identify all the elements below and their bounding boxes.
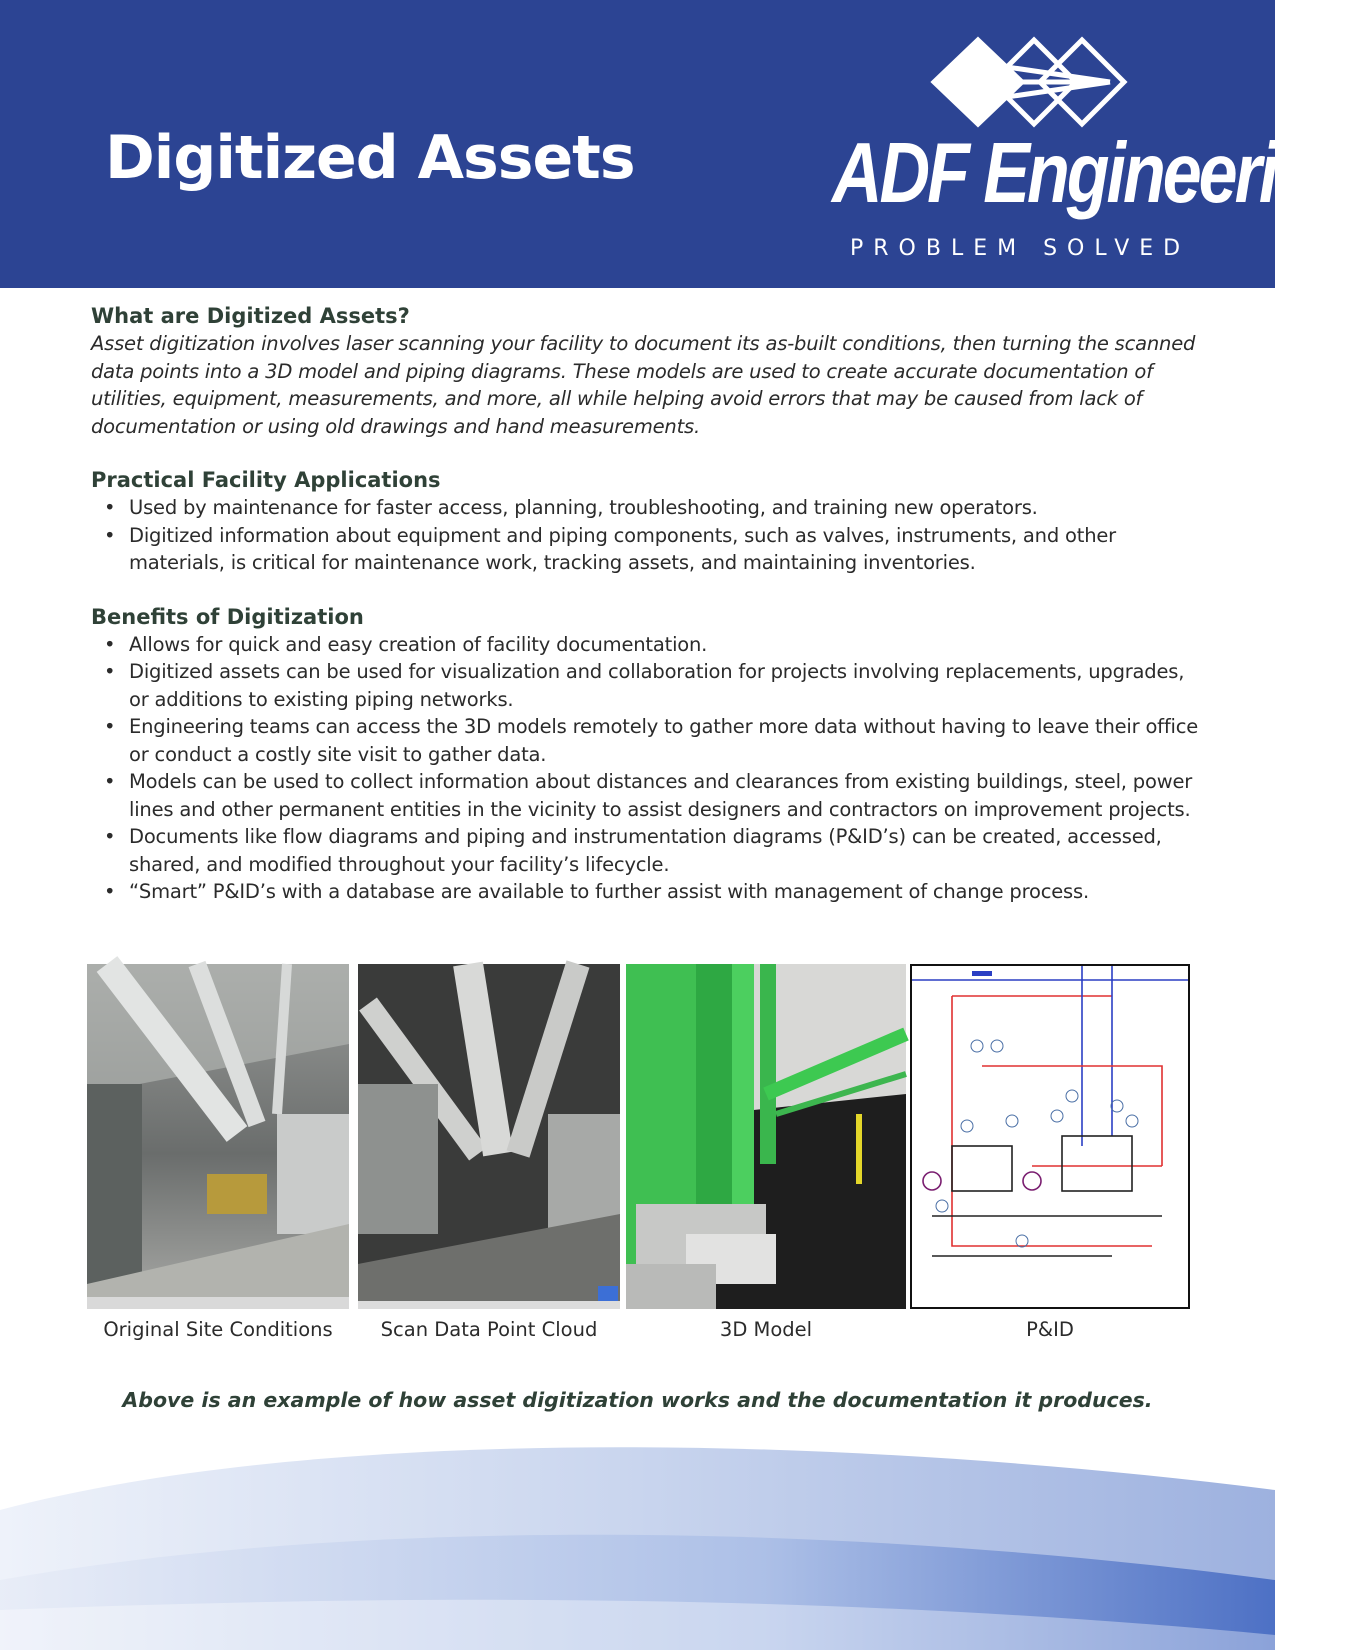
list-item: • Allows for quick and easy creation of facility documentation. xyxy=(129,631,1201,659)
3d-model-render xyxy=(626,964,906,1309)
list-item: • Models can be used to collect information about distances and clearances from existing buildings, steel, power lines and other permanent entities in the vicinity to assist designers and contractors on improvement projects. xyxy=(129,768,1201,823)
caption-site-conditions: Original Site Conditions xyxy=(103,1318,333,1341)
benefits-heading: Benefits of Digitization xyxy=(91,604,364,629)
image-row xyxy=(0,964,1275,1324)
decorative-wave xyxy=(0,1440,1275,1650)
applications-heading: Practical Facility Applications xyxy=(91,468,441,492)
list-item: • Engineering teams can access the 3D models remotely to gather more data without having to leave their office or conduct a costly site visit to gather data. xyxy=(129,713,1201,768)
caption-3d-model: 3D Model xyxy=(719,1318,813,1341)
applications-list xyxy=(91,494,1201,577)
intro-heading: What are Digitized Assets? xyxy=(91,304,410,328)
pid-diagram xyxy=(910,964,1190,1309)
list-item: • Digitized assets can be used for visualization and collaboration for projects involving replacements, upgrades, or additions to existing piping networks. xyxy=(129,658,1201,713)
header-banner xyxy=(0,0,1355,288)
adf-diamond-logo-icon xyxy=(930,36,1130,128)
logo-tagline: PROBLEM SOLVED xyxy=(850,236,1191,261)
logo-wordmark: ADF Engineering xyxy=(832,125,1355,221)
list-item: • Used by maintenance for faster access, planning, troubleshooting, and training new operators. xyxy=(129,494,1201,522)
footer-note: Above is an example of how asset digitization works and the documentation it produces. xyxy=(122,1388,1153,1412)
caption-pid: P&ID xyxy=(1026,1318,1074,1341)
list-item: • “Smart” P&ID’s with a database are available to further assist with management of change process. xyxy=(129,878,1201,906)
benefits-list xyxy=(91,631,1201,906)
page-title: Digitized Assets xyxy=(105,123,635,193)
caption-point-cloud: Scan Data Point Cloud xyxy=(380,1318,598,1341)
main-content xyxy=(91,302,1201,906)
list-item: • Digitized information about equipment and piping components, such as valves, instruments, and other materials, is critical for maintenance work, tracking assets, and maintaining inventories. xyxy=(129,522,1201,577)
intro-paragraph: Asset digitization involves laser scanning your facility to document its as-built conditions, then turning the scanned data points into a 3D model and piping diagrams. These models are used to create accurate documentation of utilities, equipment, measurements, and more, all while helping avoid errors that may be caused from lack of documentation or using old drawings and hand measurements. xyxy=(91,332,1196,438)
site-conditions-photo xyxy=(87,964,349,1309)
point-cloud-photo xyxy=(358,964,620,1309)
list-item: • Documents like flow diagrams and piping and instrumentation diagrams (P&ID’s) can be created, accessed, shared, and modified throughout your facility’s lifecycle. xyxy=(129,823,1201,878)
